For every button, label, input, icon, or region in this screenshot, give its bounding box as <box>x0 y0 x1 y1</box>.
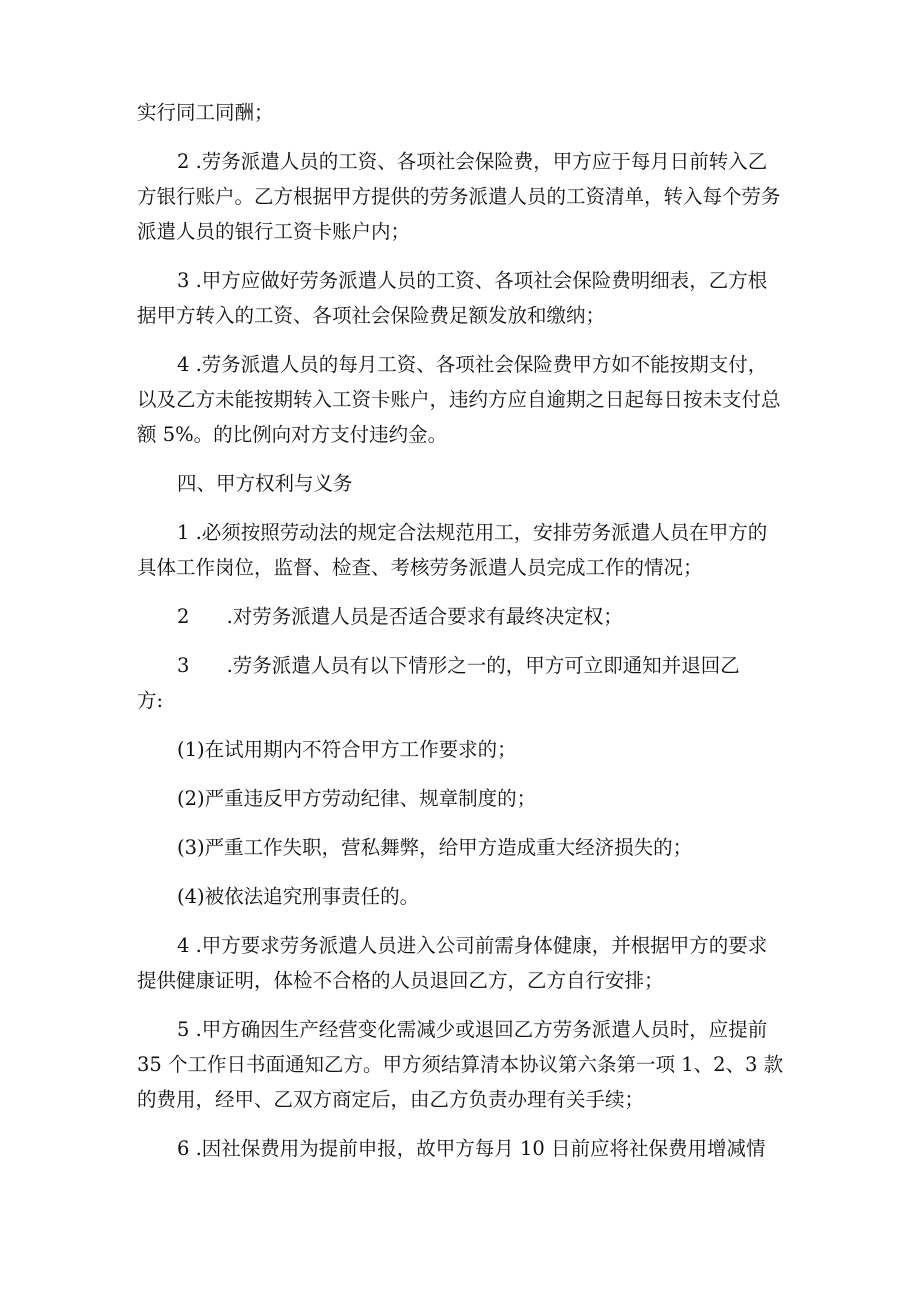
paragraph <box>137 599 797 634</box>
text-line: 5 .甲方确因生产经营变化需减少或退回乙方劳务派遣人员时，应提前 <box>177 1018 768 1041</box>
text-line: 具体工作岗位，监督、检查、考核劳务派遣人员完成工作的情况； <box>137 556 703 579</box>
paragraph-gap <box>137 718 797 732</box>
paragraph-gap <box>137 585 797 599</box>
paragraph <box>137 466 797 501</box>
text-line: 方: <box>137 689 164 712</box>
paragraph <box>137 144 797 249</box>
text-line: 派遣人员的银行工资卡账户内； <box>137 220 411 243</box>
text-line: 据甲方转入的工资、各项社会保险费足额发放和缴纳； <box>137 304 606 327</box>
text-line: (4)被依法追究刑事责任的。 <box>177 885 420 908</box>
text-line: (1)在试用期内不符合甲方工作要求的； <box>177 738 517 761</box>
paragraph-gap <box>137 767 797 781</box>
text-line: 的费用，经甲、乙双方商定后，由乙方负责办理有关手续； <box>137 1088 645 1111</box>
text-line: 4 .劳务派遣人员的每月工资、各项社会保险费甲方如不能按期支付， <box>177 353 768 376</box>
document-page <box>137 95 797 1166</box>
paragraph-gap <box>137 1117 797 1131</box>
text-line: 以及乙方未能按期转入工资卡账户，违约方应自逾期之日起每日按未支付总 <box>137 388 781 411</box>
paragraph <box>137 648 797 718</box>
text-line: 方银行账户。乙方根据甲方提供的劳务派遣人员的工资清单，转入每个劳务 <box>137 185 781 208</box>
paragraph <box>137 781 797 816</box>
text-line: 35 个工作日书面通知乙方。甲方须结算清本协议第六条第一项 1、2、3 款 <box>137 1053 784 1076</box>
text-line: 四、甲方权利与义务 <box>177 472 353 495</box>
paragraph <box>137 879 797 914</box>
text-line: 实行同工同酬； <box>137 101 274 124</box>
text-line: 3 .劳务派遣人员有以下情形之一的，甲方可立即通知并退回乙 <box>177 654 740 677</box>
paragraph-gap <box>137 501 797 515</box>
paragraph-gap <box>137 333 797 347</box>
paragraph <box>137 95 797 130</box>
text-line: (2)严重违反甲方劳动纪律、规章制度的； <box>177 787 537 810</box>
paragraph-gap <box>137 634 797 648</box>
paragraph-gap <box>137 249 797 263</box>
text-line: 1 .必须按照劳动法的规定合法规范用工，安排劳务派遣人员在甲方的 <box>177 521 768 544</box>
paragraph <box>137 263 797 333</box>
paragraph-gap <box>137 816 797 830</box>
text-line: 2 .劳务派遣人员的工资、各项社会保险费，甲方应于每月日前转入乙 <box>177 150 768 173</box>
text-line: 4 .甲方要求劳务派遣人员进入公司前需身体健康，并根据甲方的要求 <box>177 934 768 957</box>
paragraph-gap <box>137 452 797 466</box>
paragraph <box>137 515 797 585</box>
paragraph-gap <box>137 914 797 928</box>
paragraph <box>137 347 797 452</box>
paragraph <box>137 1131 797 1166</box>
paragraph-gap <box>137 130 797 144</box>
text-line: 提供健康证明，体检不合格的人员退回乙方，乙方自行安排； <box>137 969 664 992</box>
text-line: 额 5%。的比例向对方支付违约金。 <box>137 423 448 446</box>
paragraph <box>137 928 797 998</box>
paragraph <box>137 1012 797 1117</box>
paragraph <box>137 830 797 865</box>
text-line: 3 .甲方应做好劳务派遣人员的工资、各项社会保险费明细表，乙方根 <box>177 269 768 292</box>
paragraph-gap <box>137 865 797 879</box>
paragraph-gap <box>137 998 797 1012</box>
text-line: 6 .因社保费用为提前申报，故甲方每月 10 日前应将社保费用增减情 <box>177 1137 766 1160</box>
text-line: (3)严重工作失职，营私舞弊，给甲方造成重大经济损失的； <box>177 836 693 859</box>
text-line: 2 .对劳务派遣人员是否适合要求有最终决定权； <box>177 605 623 628</box>
paragraph <box>137 732 797 767</box>
